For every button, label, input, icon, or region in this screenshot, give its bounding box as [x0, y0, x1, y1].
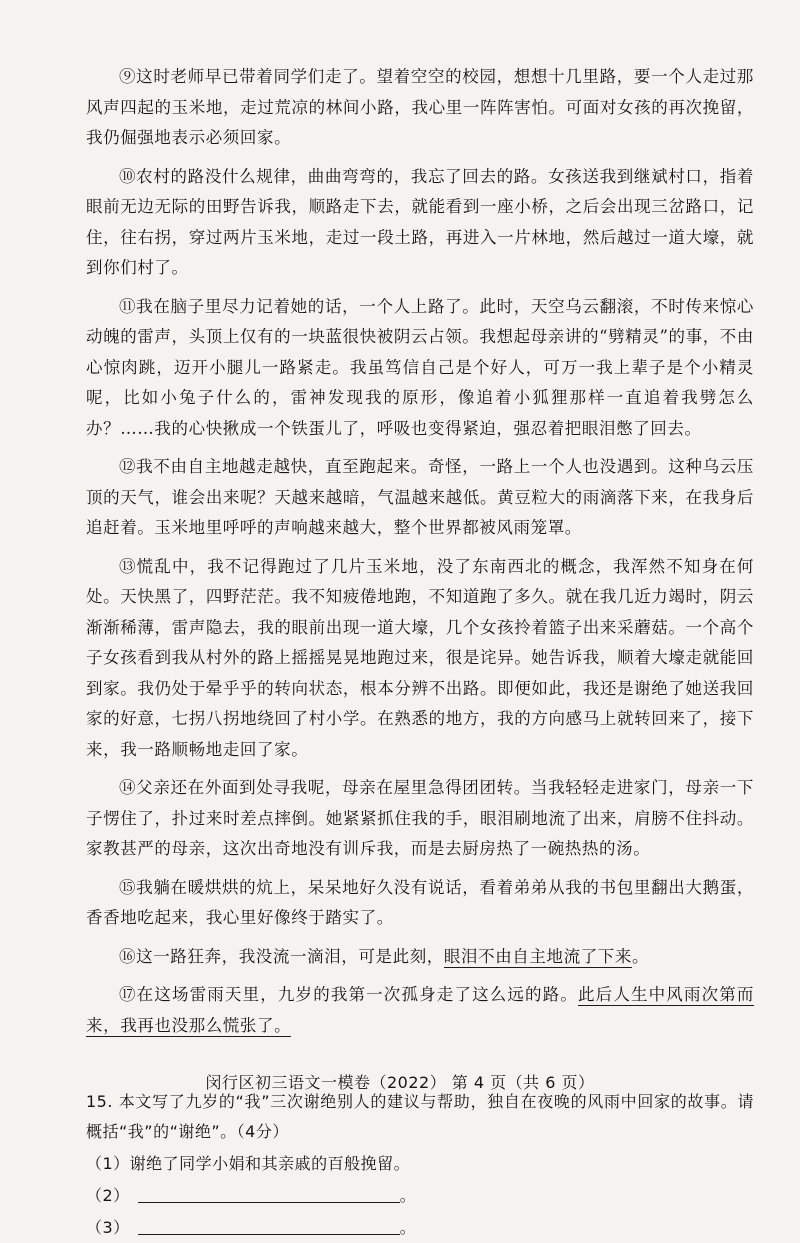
answer-line-2 [86, 1181, 754, 1211]
paragraph-16-end: 。 [632, 946, 650, 966]
underlined-sentence-16: 眼泪不由自主地流了下来 [443, 946, 633, 966]
question-15 [86, 1087, 754, 1243]
paragraph-15: ⑮我躺在暖烘烘的炕上，呆呆地好久没有说话，看着弟弟从我的书包里翻出大鹅蛋，香香地吃起来，我心里好像终于踏实了。 [86, 877, 754, 927]
answer-label-3: （3） [86, 1218, 130, 1237]
answer-line-3 [86, 1213, 754, 1243]
answer-period-2: 。 [399, 1186, 417, 1205]
paragraph-11: ⑪我在脑子里尽力记着她的话，一个人上路了。此时，天空乌云翻滚，不时传来惊心动魄的雷声，头顶上仅有的一块蓝很快被阴云占领。我想起母亲讲的“劈精灵”的事，不由心惊肉跳，迈开小腿儿一路紧走。我虽笃信自己是个好人，可万一我上辈子是个小精灵呢，比如小兔子什么的，雷神发现我的原形，像追着小狐狸那样一直追着我劈怎么办？……我的心快揪成一个铁蛋儿了，呼吸也变得紧迫，强忍着把眼泪憋了回去。 [86, 296, 754, 438]
answer-label-2: （2） [86, 1186, 130, 1205]
paragraph-12: ⑫我不由自主地越走越快，直至跑起来。奇怪，一路上一个人也没遇到。这种乌云压顶的天气，谁会出来呢？天越来越暗，气温越来越低。黄豆粒大的雨滴落下来，在我身后追赶着。玉米地里呼呼的声响越来越大，整个世界都被风雨笼罩。 [86, 457, 754, 537]
paragraph-17-text: ⑰在这场雷雨天里，九岁的我第一次孤身走了这么远的路。 [119, 985, 579, 1004]
question-stem: 15. 本文写了九岁的“我”三次谢绝别人的建议与帮助，独自在夜晚的风雨中回家的故事。请概括“我”的“谢绝”。（4分） [86, 1092, 754, 1141]
underlined-sentence-17: 此后人生中风雨次第而来，我再也没那么慌张了。 [86, 985, 755, 1035]
paragraph-16-text: ⑯这一路狂奔，我没流一滴泪，可是此刻， [119, 946, 444, 966]
answer-period-3: 。 [399, 1218, 417, 1237]
paragraph-9: ⑨这时老师早已带着同学们走了。望着空空的校园，想想十几里路，要一个人走过那风声四起的玉米地，走过荒凉的林间小路，我心里一阵阵害怕。可面对女孩的再次挽留，我仍倔强地表示必须回家。 [86, 67, 754, 147]
answer-blank-3[interactable] [138, 1216, 400, 1235]
paragraph-14: ⑭父亲还在外面到处寻我呢，母亲在屋里急得团团转。当我轻轻走进家门，母亲一下子愣住了，扑过来时差点摔倒。她紧紧抓住我的手，眼泪刷地流了出来，肩膀不住抖动。家教甚严的母亲，这次出奇地没有训斥我，而是去厨房热了一碗热热的汤。 [86, 778, 754, 858]
paragraph-10: ⑩农村的路没什么规律，曲曲弯弯的，我忘了回去的路。女孩送我到继斌村口，指着眼前无边无际的田野告诉我，顺路走下去，就能看到一座小桥，之后会出现三岔路口，记住，往右拐，穿过两片玉米地，走过一段土路，再进入一片林地，然后越过一道大壕，就到你们村了。 [86, 166, 754, 277]
answer-blank-2[interactable] [138, 1184, 400, 1203]
reading-passage [86, 62, 754, 1041]
paragraph-13: ⑬慌乱中，我不记得跑过了几片玉米地，没了东南西北的概念，我浑然不知身在何处。天快黑了，四野茫茫。我不知疲倦地跑，不知道跑了多久。就在我几近力竭时，阴云渐渐稀薄，雷声隐去，我的眼前出现一道大壕，几个女孩拎着篮子出来采蘑菇。一个高个子女孩看到我从村外的路上摇摇晃晃地跑过来，很是诧异。她告诉我，顺着大壕走就能回到家。我仍处于晕乎乎的转向状态，根本分辨不出路。即便如此，我还是谢绝了她送我回家的好意，七拐八拐地绕回了村小学。在熟悉的地方，我的方向感马上就转回来了，接下来，我一路顺畅地走回了家。 [86, 556, 754, 759]
paragraph-17 [86, 980, 754, 1041]
paragraph-16 [86, 942, 754, 973]
page-footer: 闵行区初三语文一模卷（2022） 第 4 页（共 6 页） [205, 1073, 595, 1092]
answer-line-1: （1）谢绝了同学小娟和其亲戚的百般挽留。 [86, 1154, 411, 1173]
